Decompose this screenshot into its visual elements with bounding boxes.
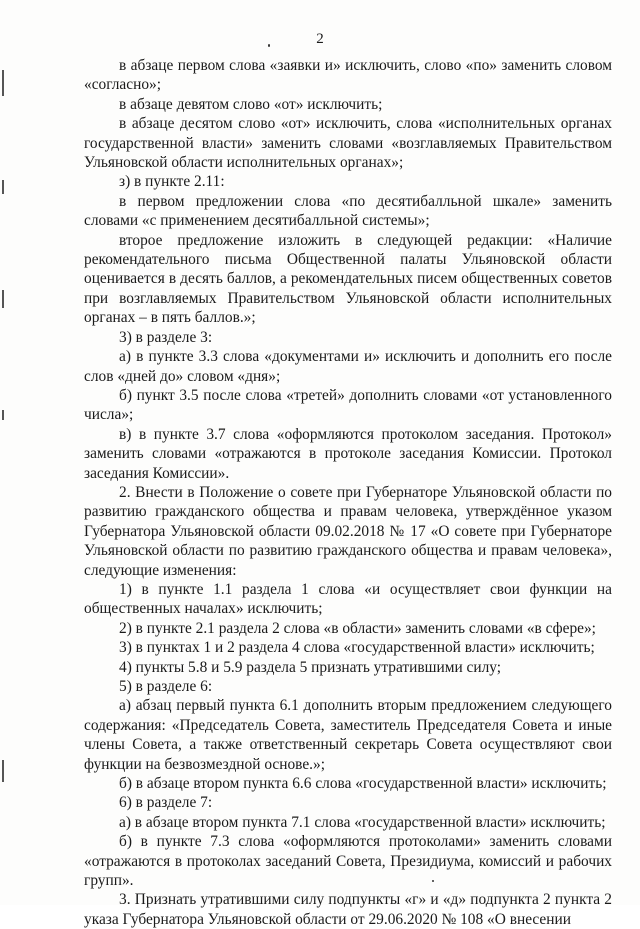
scan-edge-mark <box>2 70 4 96</box>
paragraph: 1) в пункте 1.1 раздела 1 слова «и осуществляет свои функции на общественных началах» исключить; <box>84 580 612 618</box>
paragraph: в первом предложении слова «по десятибалльной шкале» заменить словами «с применением десятибалльной системы»; <box>84 192 612 230</box>
document-body <box>84 56 612 929</box>
scan-edge-mark <box>2 290 4 308</box>
scan-edge-mark <box>2 180 4 194</box>
paragraph: в абзаце девятом слово «от» исключить; <box>119 95 383 113</box>
scan-edge-mark <box>2 410 4 420</box>
paragraph: в) в пункте 3.7 слова «оформляются протоколом заседания. Протокол» заменить словами «отражаются в протоколе заседания Комиссии. Протокол заседания Комиссии». <box>84 425 612 482</box>
paragraph: 3) в разделе 3: <box>119 328 213 346</box>
paragraph: 4) пункты 5.8 и 5.9 раздела 5 признать утратившими силу; <box>119 658 502 676</box>
paragraph: 3. Признать утратившими силу подпункты «г» и «д» подпункта 2 пункта 2 указа Губернатора Ульяновской области от 29.06.2020 № 108 «О внесении <box>84 891 612 928</box>
scan-edge-mark <box>2 760 4 782</box>
paragraph: а) абзац первый пункта 6.1 дополнить вторым предложением следующего содержания: «Председатель Совета, заместитель Председателя Совета и иные члены Совета, а также ответственный секретарь Совета осуществляют свои функции на безвозмездной основе.»; <box>84 697 612 773</box>
paragraph: 3) в пунктах 1 и 2 раздела 4 слова «государственной власти» исключить; <box>119 639 595 657</box>
paragraph: в абзаце десятом слово «от» исключить, слова «исполнительных органах государственной власти» заменить словами «возглавляемых Правительством Ульяновской области исполнительных органах»; <box>84 115 612 172</box>
paragraph: б) в абзаце втором пункта 6.6 слова «государственной власти» исключить; <box>119 775 607 793</box>
paragraph: б) пункт 3.5 после слова «третей» дополнить словами «от установленного числа»; <box>84 386 612 424</box>
paragraph: а) в абзаце втором пункта 7.1 слова «государственной власти» исключить; <box>119 813 606 831</box>
paragraph: а) в пункте 3.3 слова «документами и» исключить и дополнить его после слов «дней до» словом «дня»; <box>84 348 612 385</box>
paragraph: 5) в разделе 6: <box>119 678 213 695</box>
paragraph: 2) в пункте 2.1 раздела 2 слова «в области» заменить словами «в сфере»; <box>119 619 596 637</box>
scan-speck <box>432 880 434 882</box>
scan-speck <box>268 44 270 47</box>
paragraph: б) в пункте 7.3 слова «оформляются протоколами» заменить словами «отражаются в протоколах заседаний Совета, Президиума, комиссий и рабочих групп». <box>84 833 612 890</box>
paragraph: з) в пункте 2.11: <box>119 173 225 191</box>
paragraph: 2. Внести в Положение о совете при Губернаторе Ульяновской области по развитию гражданского общества и правам человека, утверждённое указом Губернатора Ульяновской области 09.02.2018 № 17 «О совете при Губернаторе Ульяновской области по развитию гражданского общества и правам человека», следующие изменения: <box>84 483 612 579</box>
paragraph: второе предложение изложить в следующей редакции: «Наличие рекомендательного письма Общественной палаты Ульяновской области оценивается в десять баллов, а рекомендательных писем общественных советов при возглавляемых Правительством Ульяновской области исполнительных органах – в пять баллов.»; <box>84 231 612 327</box>
page-number: 2 <box>316 31 324 47</box>
paragraph: в абзаце первом слова «заявки и» исключить, слово «по» заменить словом «согласно»; <box>84 57 612 94</box>
paragraph: 6) в разделе 7: <box>119 794 213 812</box>
